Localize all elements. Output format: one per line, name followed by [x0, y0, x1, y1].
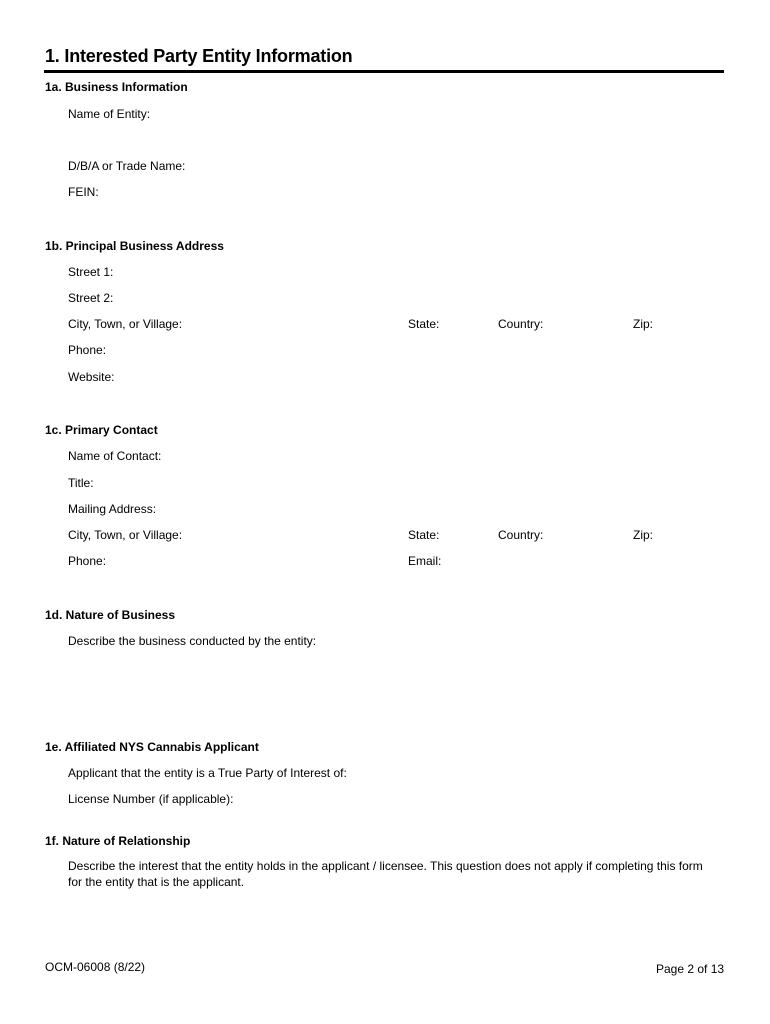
- section-1a-heading: 1a. Business Information: [45, 80, 188, 94]
- street1-label: Street 1:: [68, 265, 114, 279]
- contact-email-label: Email:: [408, 554, 442, 568]
- title-rule: [44, 70, 724, 73]
- name-of-entity-label: Name of Entity:: [68, 107, 151, 121]
- street2-label: Street 2:: [68, 291, 114, 305]
- section-1d-heading: 1d. Nature of Business: [45, 608, 176, 622]
- page-title: 1. Interested Party Entity Information: [45, 46, 353, 66]
- section-1b-heading: 1b. Principal Business Address: [45, 239, 224, 253]
- fein-label: FEIN:: [68, 185, 99, 199]
- city-label: City, Town, or Village:: [68, 317, 183, 331]
- mailing-address-label: Mailing Address:: [68, 502, 157, 516]
- contact-title-label: Title:: [68, 476, 94, 490]
- contact-state-label: State:: [408, 528, 440, 542]
- contact-country-label: Country:: [498, 528, 544, 542]
- license-number-label: License Number (if applicable):: [68, 792, 234, 806]
- applicant-label: Applicant that the entity is a True Party of Interest of:: [68, 766, 347, 780]
- contact-city-label: City, Town, or Village:: [68, 528, 183, 542]
- name-of-contact-label: Name of Contact:: [68, 449, 162, 463]
- section-1f-heading: 1f. Nature of Relationship: [45, 834, 191, 848]
- dba-label: D/B/A or Trade Name:: [68, 159, 186, 173]
- phone-label: Phone:: [68, 343, 107, 357]
- page-number: Page 2 of 13: [656, 962, 725, 976]
- form-id: OCM-06008 (8/22): [45, 960, 146, 974]
- country-label: Country:: [498, 317, 544, 331]
- zip-label: Zip:: [633, 317, 654, 331]
- contact-zip-label: Zip:: [633, 528, 654, 542]
- state-label: State:: [408, 317, 440, 331]
- section-1c-heading: 1c. Primary Contact: [45, 423, 158, 437]
- section-1e-heading: 1e. Affiliated NYS Cannabis Applicant: [45, 740, 259, 754]
- describe-business-label: Describe the business conducted by the entity:: [68, 634, 317, 648]
- website-label: Website:: [68, 370, 115, 384]
- contact-phone-label: Phone:: [68, 554, 107, 568]
- describe-relationship-label: Describe the interest that the entity holds in the applicant / licensee. This question does not apply if completing this form for the entity that is the applicant.: [68, 859, 703, 889]
